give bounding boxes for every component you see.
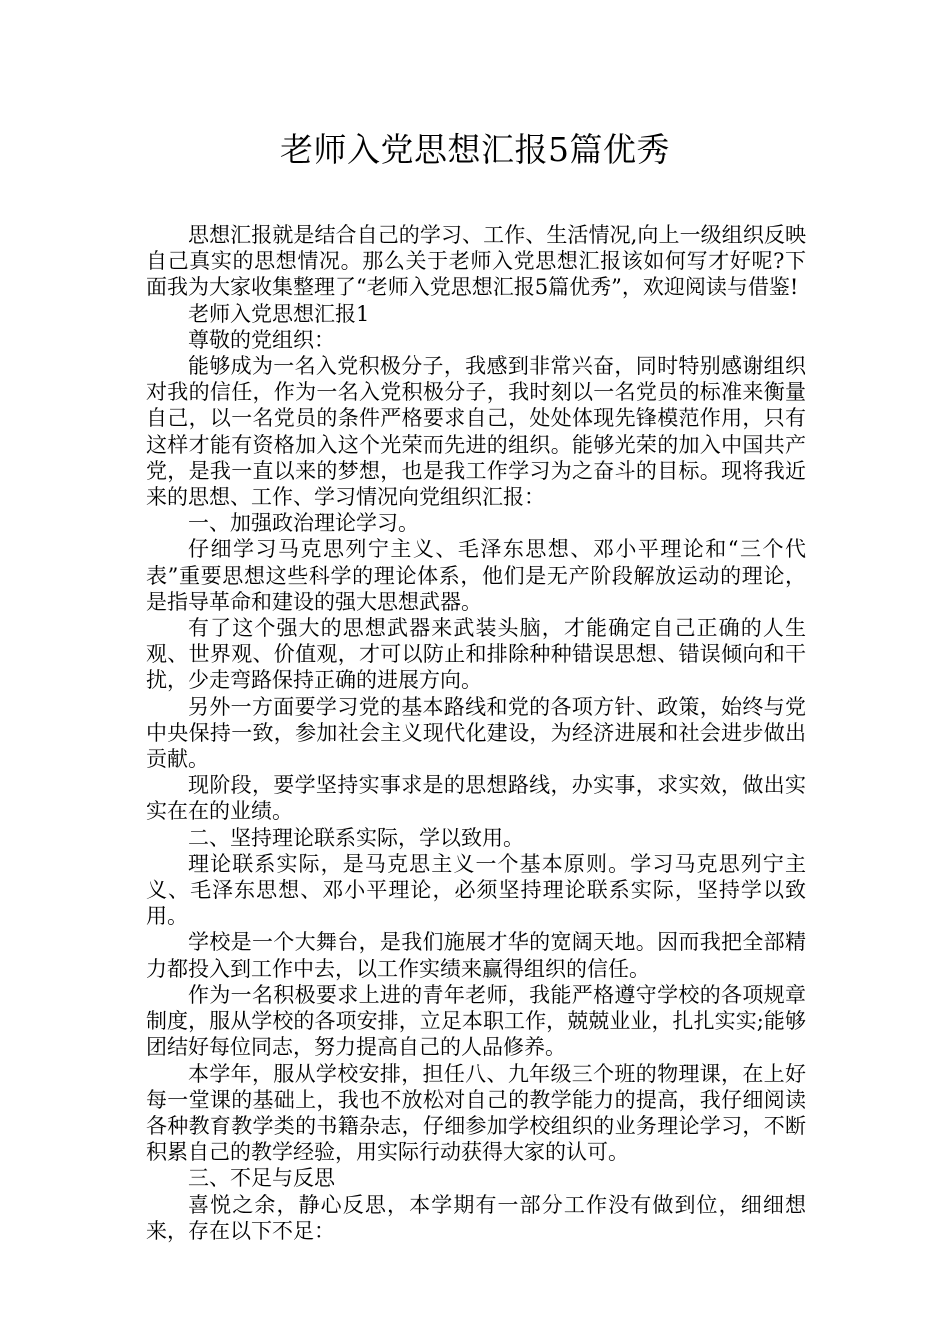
document-body — [146, 222, 806, 1244]
salutation: 尊敬的党组织： — [188, 327, 335, 352]
body-paragraph: 理论联系实际，是马克思主义一个基本原则。学习马克思列宁主义、毛泽东思想、邓小平理论，必须坚持理论联系实际，坚持学以致用。 — [146, 851, 806, 929]
subheading-2: 二、坚持理论联系实际，学以致用。 — [188, 825, 524, 850]
body-paragraph: 本学年，服从学校安排，担任八、九年级三个班的物理课，在上好每一堂课的基础上，我也不放松对自己的教学能力的提高，我仔细阅读各种教育教学类的书籍杂志，仔细参加学校组织的业务理论学习，不断积累自己的教学经验，用实际行动获得大家的认可。 — [146, 1061, 806, 1165]
body-paragraph: 有了这个强大的思想武器来武装头脑，才能确定自己正确的人生观、世界观、价值观，才可以防止和排除种种错误思想、错误倾向和干扰，少走弯路保持正确的进展方向。 — [146, 616, 806, 693]
body-paragraph: 作为一名积极要求上进的青年老师，我能严格遵守学校的各项规章制度，服从学校的各项安排，立足本职工作，兢兢业业，扎扎实实;能够团结好每位同志，努力提高自己的人品修养。 — [146, 982, 806, 1060]
subheading-1: 一、加强政治理论学习。 — [188, 511, 419, 536]
subheading-3: 三、不足与反思 — [188, 1166, 335, 1191]
section-heading-report-1: 老师入党思想汇报1 — [188, 301, 370, 326]
body-paragraph: 另外一方面要学习党的基本路线和党的各项方针、政策，始终与党中央保持一致，参加社会主义现代化建设，为经济进展和社会进步做出贡献。 — [146, 694, 806, 772]
body-paragraph: 现阶段，要学坚持实事求是的思想路线，办实事，求实效，做出实实在在的业绩。 — [146, 773, 806, 824]
document-title: 老师入党思想汇报5篇优秀 — [280, 130, 670, 169]
body-paragraph: 仔细学习马克思列宁主义、毛泽东思想、邓小平理论和“三个代表”重要思想这些科学的理论体系，他们是无产阶段解放运动的理论，是指导革命和建设的强大思想武器。 — [146, 537, 806, 614]
intro-paragraph: 思想汇报就是结合自己的学习、工作、生活情况,向上一级组织反映自己真实的思想情况。那么关于老师入党思想汇报该如何写才好呢?下面我为大家收集整理了“老师入党思想汇报5篇优秀”，欢迎阅读与借鉴! — [146, 223, 806, 300]
body-paragraph: 喜悦之余，静心反思，本学期有一部分工作没有做到位，细细想来，存在以下不足： — [146, 1192, 806, 1243]
body-paragraph: 学校是一个大舞台，是我们施展才华的宽阔天地。因而我把全部精力都投入到工作中去，以工作实绩来赢得组织的信任。 — [146, 930, 806, 981]
body-paragraph: 能够成为一名入党积极分子，我感到非常兴奋，同时特别感谢组织对我的信任，作为一名入党积极分子，我时刻以一名党员的标准来衡量自己，以一名党员的条件严格要求自己，处处体现先锋模范作用，只有这样才能有资格加入这个光荣而先进的组织。能够光荣的加入中国共产党，是我一直以来的梦想，也是我工作学习为之奋斗的目标。现将我近来的思想、工作、学习情况向党组织汇报： — [146, 354, 806, 510]
